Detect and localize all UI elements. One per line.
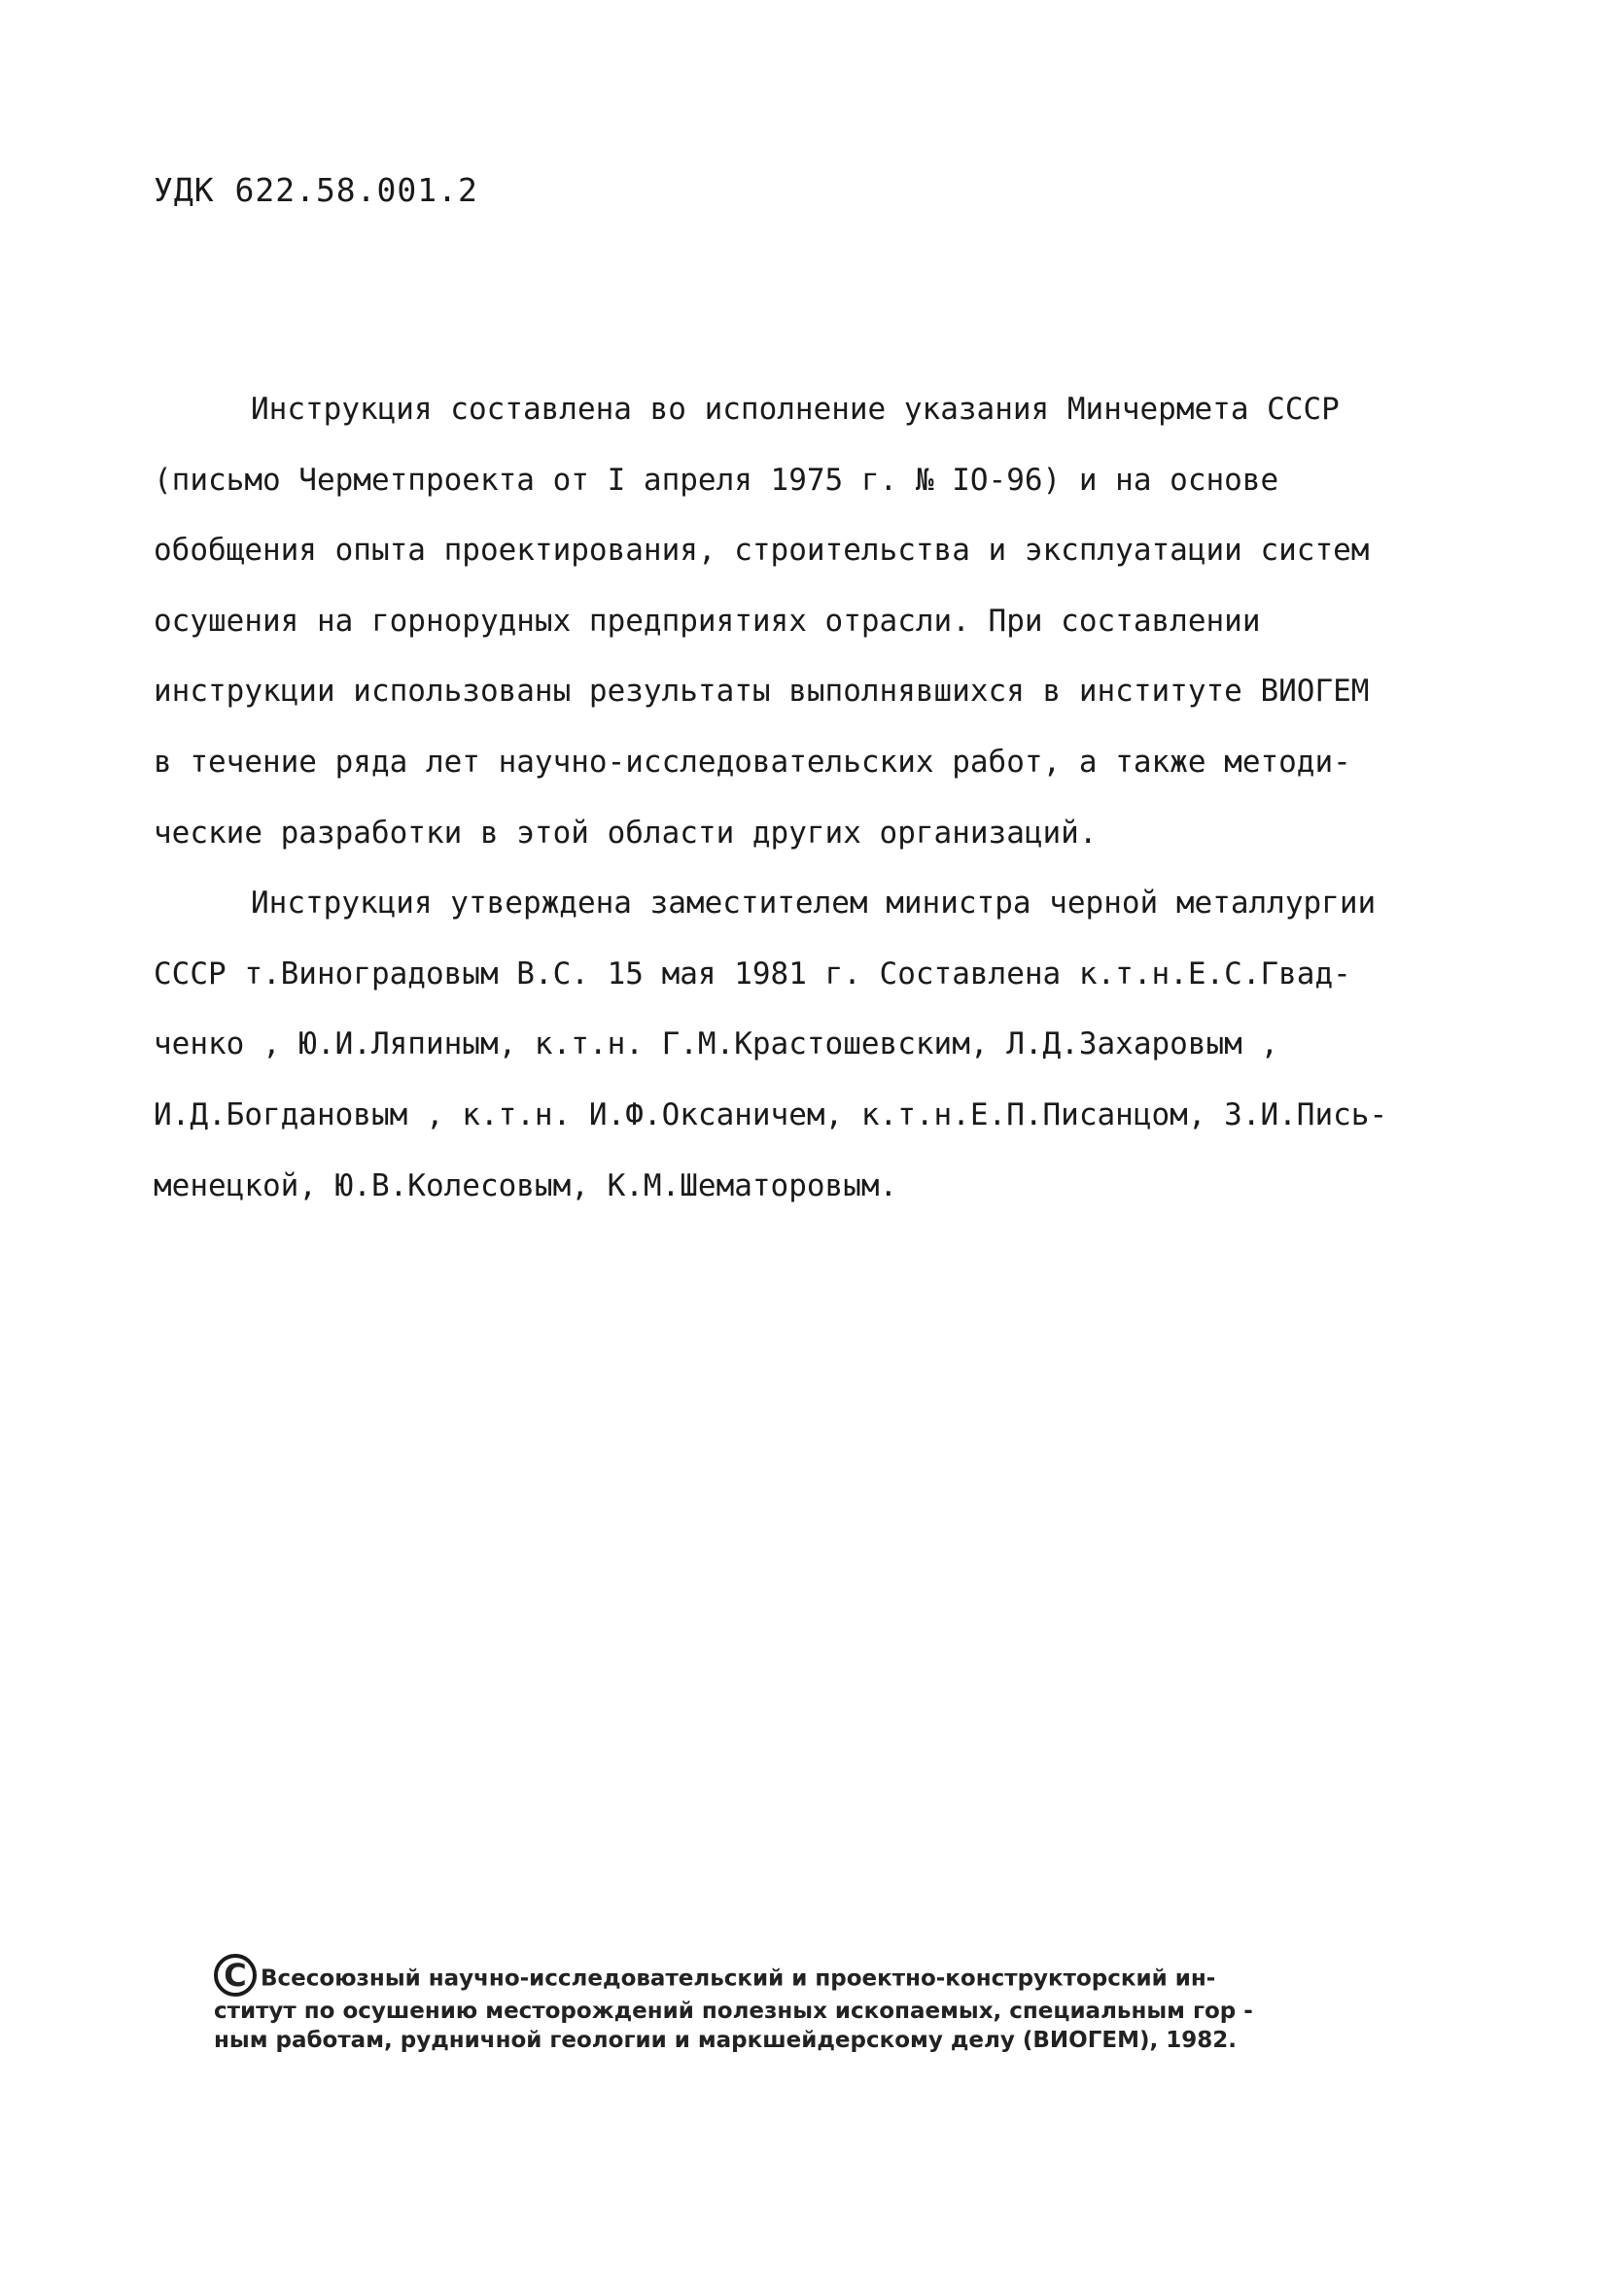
paragraph-line: инструкции использованы результаты выполнявшихся в институте ВИОГЕМ — [154, 674, 1370, 710]
paragraph-line: Инструкция составлена во исполнение указания Минчермета СССР — [251, 392, 1340, 427]
copyright-line: ститут по осушению месторождений полезных ископаемых, специальным гор - — [214, 1999, 1253, 2024]
paragraph-line: менецкой, Ю.В.Колесовым, К.М.Шематоровым. — [154, 1167, 898, 1203]
copyright-line: ным работам, рудничной геологии и маркшейдерскому делу (ВИОГЕМ), 1982. — [214, 2028, 1237, 2053]
paragraph-approval — [154, 868, 1476, 1221]
paragraph-line: СССР т.Виноградовым В.С. 15 мая 1981 г. Составлена к.т.н.Е.С.Гвад- — [154, 956, 1351, 991]
paragraph-line: Инструкция утверждена заместителем министра черной металлургии — [251, 886, 1377, 922]
copyright-notice — [214, 1957, 1322, 2055]
udk-code: УДК 622.58.001.2 — [154, 171, 478, 209]
paragraph-compilation — [154, 374, 1476, 868]
copyright-line: Всесоюзный научно-исследовательский и проектно-конструкторский ин- — [261, 1966, 1216, 1992]
paragraph-line: в течение ряда лет научно-исследовательских работ, а также методи- — [154, 744, 1351, 780]
copyright-icon: C — [214, 1954, 257, 1997]
paragraph-line: (письмо Черметпроекта от I апреля 1975 г. № IO-96) и на основе — [154, 462, 1279, 498]
paragraph-line: обобщения опыта проектирования, строительства и эксплуатации систем — [154, 533, 1370, 569]
paragraph-line: осушения на горнорудных предприятиях отрасли. При составлении — [154, 603, 1261, 639]
paragraph-line: ческие разработки в этой области других организаций. — [154, 815, 1098, 851]
document-body — [154, 374, 1476, 1221]
paragraph-line: И.Д.Богдановым , к.т.н. И.Ф.Оксаничем, к.т.н.Е.П.Писанцом, З.И.Пись- — [154, 1096, 1388, 1132]
paragraph-line: ченко , Ю.И.Ляпиным, к.т.н. Г.М.Крастошевским, Л.Д.Захаровым , — [154, 1026, 1279, 1062]
